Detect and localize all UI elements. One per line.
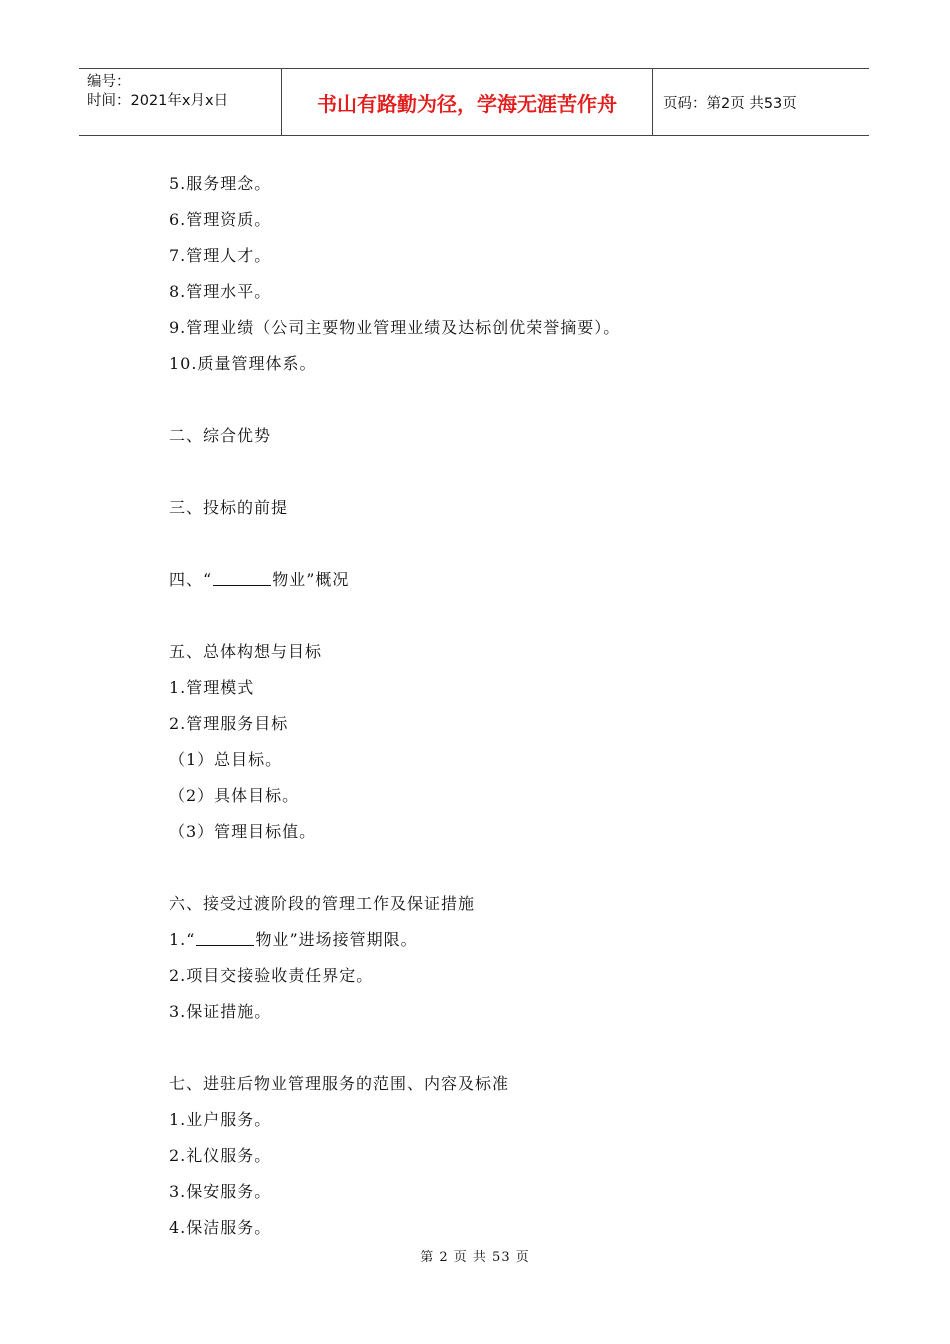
item-prefix: 1.“ (169, 930, 196, 949)
section-heading (169, 562, 809, 598)
list-item: 1.管理模式 (169, 678, 255, 697)
heading-suffix: 物业”概况 (272, 570, 350, 589)
list-item: 2.礼仪服务。 (169, 1146, 272, 1165)
page-footer: 第 2 页 共 53 页 (420, 1250, 530, 1265)
header-motto: 书山有路勤为径，学海无涯苦作舟 (281, 69, 653, 135)
heading-prefix: 四、“ (169, 570, 213, 589)
time-label: 时间：2021年x月x日 (87, 93, 229, 109)
list-item (169, 922, 809, 958)
list-item: 4.保洁服务。 (169, 1218, 272, 1237)
list-item: 3.保安服务。 (169, 1182, 272, 1201)
fill-blank (196, 929, 254, 946)
fill-blank (213, 569, 271, 586)
list-item: 2.管理服务目标 (169, 714, 289, 733)
list-item: 3.保证措施。 (169, 1002, 272, 1021)
list-item: （1）总目标。 (169, 750, 283, 769)
header-page-info: 页码：第2页 共53页 (663, 95, 797, 112)
document-body (169, 166, 809, 1246)
list-item: 7.管理人才。 (169, 246, 272, 265)
section-heading: 五、总体构想与目标 (169, 642, 323, 661)
section-heading: 三、投标的前提 (169, 498, 289, 517)
section-heading: 七、进驻后物业管理服务的范围、内容及标准 (169, 1074, 510, 1093)
header-meta (79, 69, 281, 135)
list-item: （2）具体目标。 (169, 786, 300, 805)
section-heading: 六、接受过渡阶段的管理工作及保证措施 (169, 894, 476, 913)
list-item: 2.项目交接验收责任界定。 (169, 966, 374, 985)
page-header (79, 68, 869, 136)
list-item: 10.质量管理体系。 (169, 354, 317, 373)
list-item: 5.服务理念。 (169, 174, 272, 193)
list-item: 8.管理水平。 (169, 282, 272, 301)
item-suffix: 物业”进场接管期限。 (255, 930, 418, 949)
list-item: 9.管理业绩（公司主要物业管理业绩及达标创优荣誉摘要）。 (169, 318, 621, 337)
number-label: 编号： (87, 74, 131, 90)
list-item: 6.管理资质。 (169, 210, 272, 229)
list-item: （3）管理目标值。 (169, 822, 317, 841)
section-heading: 二、综合优势 (169, 426, 272, 445)
list-item: 1.业户服务。 (169, 1110, 272, 1129)
